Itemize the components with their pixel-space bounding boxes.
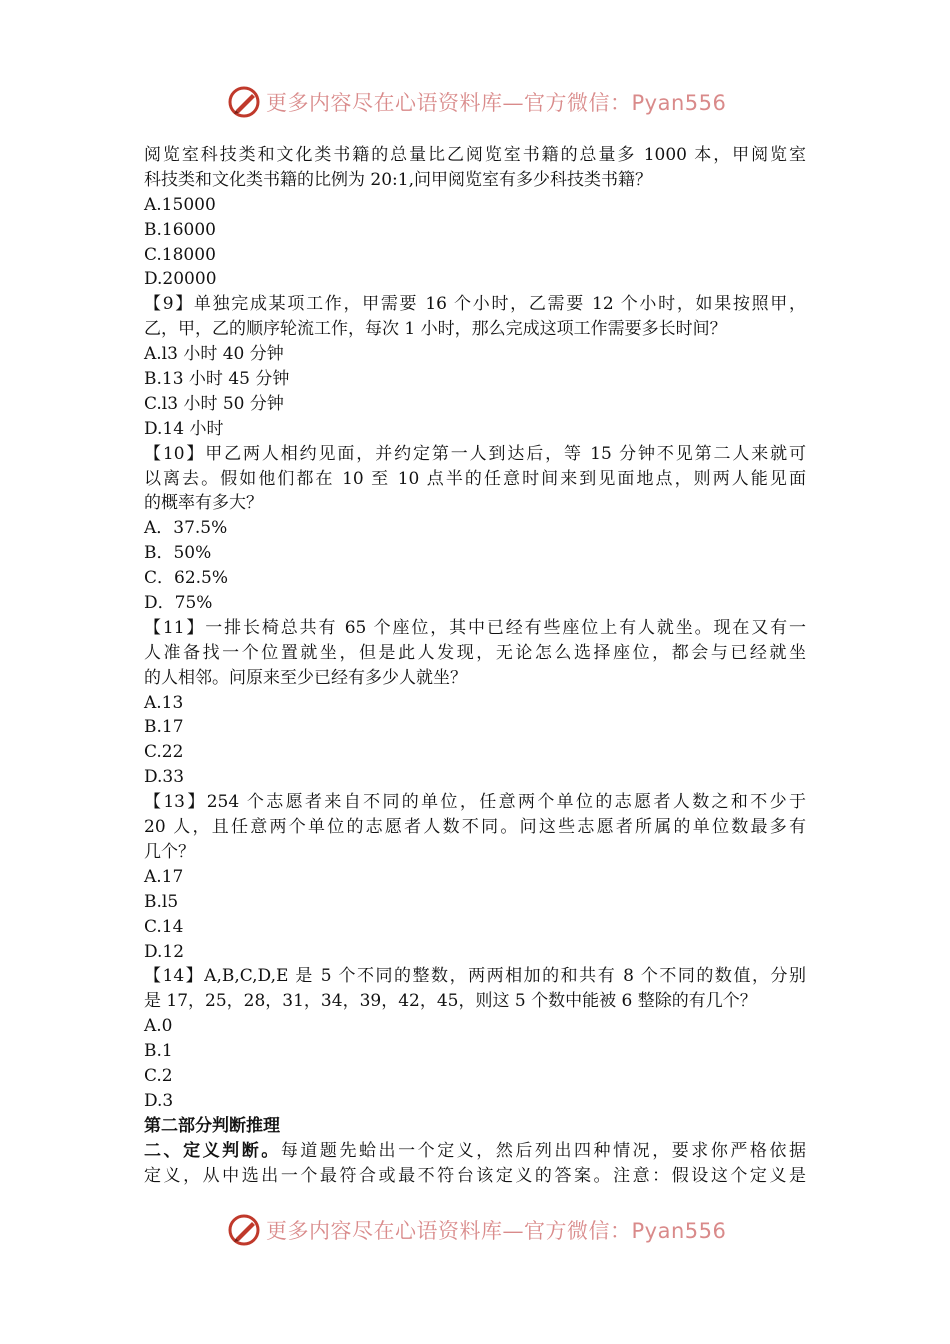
option-line: B.1 bbox=[144, 1041, 173, 1062]
option-line: C.22 bbox=[144, 742, 184, 763]
header-banner bbox=[226, 82, 746, 122]
option-line: C.l3 小时 50 分钟 bbox=[144, 393, 284, 414]
banner-main-text: 更多内容尽在心语资料库—官方微信： bbox=[266, 91, 632, 115]
question-10-line: 以离去。假如他们都在 10 至 10 点半的任意时间来到见面地点，则两人能见面 bbox=[144, 468, 806, 489]
option-line: A.17 bbox=[144, 866, 184, 887]
option-line: D.14 小时 bbox=[144, 418, 224, 439]
banner-text bbox=[266, 1215, 726, 1245]
banner-wechat-id: Pyan556 bbox=[631, 91, 727, 115]
question-9-line: 【9】单独完成某项工作，甲需要 16 个小时，乙需要 12 个小时，如果按照甲， bbox=[144, 294, 806, 315]
banner-text bbox=[266, 87, 726, 117]
option-line: B.16000 bbox=[144, 219, 216, 240]
option-line: D.20000 bbox=[144, 269, 217, 290]
question-14-line: 【14】A,B,C,D,E 是 5 个不同的整数，两两相加的和共有 8 个不同的数值，分别 bbox=[144, 966, 806, 987]
question-10-line: 【10】甲乙两人相约见面，并约定第一人到达后，等 15 分钟不见第二人来就可 bbox=[144, 443, 806, 464]
question-10-line: 的概率有多大？ bbox=[144, 493, 263, 514]
text-line: 阅览室科技类和文化类书籍的总量比乙阅览室书籍的总量多 1000 本，甲阅览室 bbox=[144, 145, 806, 165]
question-11-line: 【11】一排长椅总共有 65 个座位，其中已经有些座位上有人就坐。现在又有一 bbox=[144, 617, 806, 638]
question-11-line: 人准备找一个位置就坐，但是此人发现，无论怎么选择座位，都会与已经就坐 bbox=[144, 642, 806, 663]
question-9-line: 乙，甲，乙的顺序轮流工作，每次 1 小时，那么完成这项工作需要多长时间？ bbox=[144, 319, 727, 340]
option-line: C.14 bbox=[144, 916, 184, 937]
option-line: A.15000 bbox=[144, 194, 216, 215]
option-line: D.12 bbox=[144, 941, 185, 962]
option-line: A.l3 小时 40 分钟 bbox=[144, 344, 284, 365]
option-line: D．75% bbox=[144, 593, 213, 614]
pen-logo-icon bbox=[226, 84, 262, 120]
footer-banner bbox=[226, 1210, 746, 1250]
option-line: B.13 小时 45 分钟 bbox=[144, 369, 290, 390]
definition-line-2: 定义，从中选出一个最符合或最不符台该定义的答案。注意：假设这个定义是 bbox=[144, 1165, 806, 1186]
pen-logo-icon bbox=[226, 1212, 262, 1248]
question-13-line: 20 人，且任意两个单位的志愿者人数不同。问这些志愿者所属的单位数最多有 bbox=[144, 817, 806, 838]
option-line: B.17 bbox=[144, 717, 184, 738]
question-13-line: 【13】254 个志愿者来自不同的单位，任意两个单位的志愿者人数之和不少于 bbox=[144, 792, 806, 813]
banner-main-text: 更多内容尽在心语资料库—官方微信： bbox=[266, 1219, 632, 1243]
option-line: B．50% bbox=[144, 543, 212, 564]
definition-line-1: 每道题先蛤出一个定义，然后列出四种情况，要求你严格依据 bbox=[280, 1140, 806, 1161]
option-line: A.13 bbox=[144, 692, 184, 713]
definition-intro-line bbox=[144, 1139, 806, 1164]
section-heading: 第二部分判断推理 bbox=[144, 1115, 280, 1136]
question-13-line: 几个？ bbox=[144, 841, 195, 862]
text-line: 科技类和文化类书籍的比例为 20:1,问甲阅览室有多少科技类书籍？ bbox=[144, 169, 652, 190]
option-line: C．62.5% bbox=[144, 568, 229, 589]
document-body bbox=[144, 143, 806, 1188]
option-line: C.2 bbox=[144, 1065, 173, 1086]
option-line: A．37.5% bbox=[144, 518, 228, 539]
question-14-line: 是 17，25，28，31，34，39，42，45，则这 5 个数中能被 6 整除的有几个？ bbox=[144, 991, 757, 1012]
option-line: A.0 bbox=[144, 1016, 173, 1037]
option-line: D.3 bbox=[144, 1090, 174, 1111]
banner-wechat-id: Pyan556 bbox=[631, 1219, 727, 1243]
option-line: C.18000 bbox=[144, 244, 216, 265]
question-11-line: 的人相邻。问原来至少已经有多少人就坐？ bbox=[144, 667, 467, 688]
option-line: D.33 bbox=[144, 767, 185, 788]
option-line: B.l5 bbox=[144, 891, 179, 912]
definition-label: 二、定义判断。 bbox=[144, 1140, 281, 1161]
